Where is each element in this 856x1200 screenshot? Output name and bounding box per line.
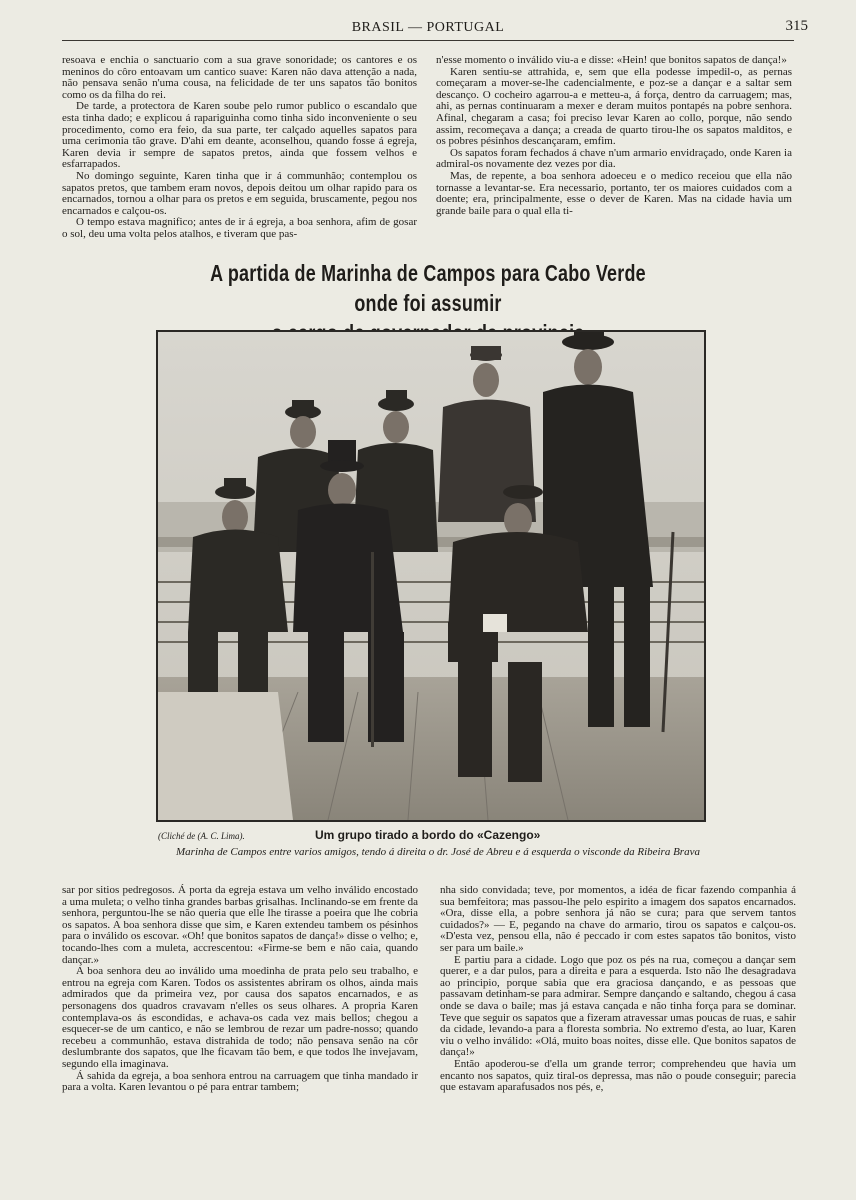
paragraph: Karen sentiu-se attrahida, e, sem que ella podesse impedil-o, as pernas começaram a mover-se-lhe cadencialmente, e poz-se a dançar e a saltar sem descanço. O cocheiro agarrou-a e metteu-a, á força, dentro da carruagem; mas, ahi, as pernas continuaram a mexer e deram muitos pontapés na pobre senhora. Afinal, chegaram a casa; foi preciso levar Karen ao collo, porque, não sendo assim, recomeçava a dança; a creada de quarto tirou-lhe os sapatos malditos, e os pobres pésinhos descançaram, emfim. xyxy=(436,65,792,148)
article-column-top-left xyxy=(62,54,417,240)
article-column-top-right xyxy=(436,55,792,233)
photo-credit: (Cliché de (A. C. Lima). xyxy=(158,831,245,841)
page-number: 315 xyxy=(785,18,808,34)
caption-subtitle: Marinha de Campos entre varios amigos, tendo á direita o dr. José de Abreu e á esquerda o visconde da Ribeira Brava xyxy=(176,846,700,858)
paragraph: sar por sitios pedregosos. Á porta da egreja estava um velho inválido encostado a uma muleta; o velho tinha grandes barbas grisalhas. Inclinando-se em frente da senhora, perguntou-lhe se não queria que elle lhe tirasse a poeira que lhe cobria os sapatos. A boa senhora disse que sim, e Karen extendeu tambem os pésinhos para o inválido os escovar. «Oh! que bonitos sapatos de dança!» disse o velho; e, tocando-lhes com a muleta, accrescentou: «Firme-se bem e não caia, quando dançar.» xyxy=(62,884,418,966)
paragraph: E partiu para a cidade. Logo que poz os pés na rua, começou a dançar sem querer, e a dar pulos, para a direita e para a esquerda. Isto não lhe desagradava ao principio, porque sabia que era graciosa dançando, e as pessoas que passavam detinham-se para admirar. Sempre dançando e saltando, chegou á casa onde se dava o baile; mas já estava cançada e não tinha força para se dominar. Teve que seguir os sapatos que a fizeram atravessar umas poucas de ruas, e sahir da cidade, levando-a para a floresta sombria. No extremo d'esta, ao luar, Karen viu o velho inválido: «Olá, muito boas noites, disse elle. Que bonitos sapatos de dança!» xyxy=(440,953,796,1059)
header-rule xyxy=(62,40,794,41)
paragraph: resoava e enchia o sanctuario com a sua grave sonoridade; os cantores e os meninos do côro entoavam um cantico suave: Karen não dava attenção a nada, não pensava senão n'uma cousa, na felicidade de ter uns sapatos tão bonitos como os da filha do rei. xyxy=(62,54,417,101)
paragraph: nha sido convidada; teve, por momentos, a idéa de ficar fazendo companhia á sua bemfeitora; mas passou-lhe pelo espirito a imagem dos sapatos encarnados. «Ora, disse ella, a pobre senhora já não se cura; para que servem tantos cuidados?» — E, pegando na chave do armario, tirou os sapatos e calçou-os. «D'esta vez, pensou ella, não é peccado ir com estes sapatos tão bonitos, visto ser para um baile.» xyxy=(440,884,796,954)
caption-title: Um grupo tirado a bordo do «Cazengo» xyxy=(315,828,541,842)
paragraph: Mas, de repente, a boa senhora adoeceu e o medico receiou que ella não tornasse a levantar-se. Era necessario, portanto, ter os maiores cuidados com a doente; era, principalmente, esse o dever de Karen. Mas na cidade havia um grande baile para o qual ella ti- xyxy=(436,169,792,217)
headline-line-1: A partida de Marinha de Campos para Cabo Verde onde foi assumir xyxy=(210,260,646,316)
paragraph: n'esse momento o inválido viu-a e disse: «Hein! que bonitos sapatos de dança!» xyxy=(436,54,787,66)
paragraph: Á sahida da egreja, a boa senhora entrou na carruagem que tinha mandado ir para a volta. Karen levantou o pé para entrar tambem; xyxy=(62,1069,418,1094)
paragraph: Os sapatos foram fechados á chave n'um armario envidraçado, onde Karen ia admiral-os novamente dez vezes por dia. xyxy=(436,146,792,171)
photograph-illustration xyxy=(158,332,704,820)
article-column-bottom-right xyxy=(440,885,796,1110)
paragraph: De tarde, a protectora de Karen soube pelo rumor publico o escandalo que esta tinha dado; e explicou á rapariguinha como tinha sido inconveniente o seu procedimento, como era feio, da sua parte, ter calçado aquelles sapatos para uma cerimonia tão grave. D'ahi em deante, aconselhou, quando fosse á egreja, Karen devia ir sempre de sapatos pretos, ainda que fossem velhos e esfarrapados. xyxy=(62,100,417,171)
paragraph: Então apoderou-se d'ella um grande terror; comprehendeu que havia um encanto nos sapatos, quiz tiral-os depressa, mas não o poude conseguir; parecia que estavam aparafusados nos pés, e, xyxy=(440,1057,796,1094)
running-head: BRASIL — PORTUGAL xyxy=(351,20,505,35)
paragraph: O tempo estava magnifico; antes de ir á egreja, a boa senhora, afim de gosar o sol, deu uma volta pelos atalhos, e tiveram que pas- xyxy=(62,216,417,240)
article-column-bottom-left xyxy=(62,885,418,1110)
paragraph: No domingo seguinte, Karen tinha que ir á communhão; contemplou os sapatos pretos, que tambem eram novos, depois deitou um olhar rapido para os encarnados, tornou a olhar para os pretos e em seguida, bruscamente, pegou nos encarnados e calçou-os. xyxy=(62,169,417,217)
group-photograph xyxy=(156,330,706,822)
paragraph: A boa senhora deu ao inválido uma moedinha de prata pelo seu trabalho, e entrou na egreja com Karen. Todos os assistentes abriram os olhos, ainda mais admirados que da primeira vez, por causa dos sapatos encarnados, e as personagens dos quadros cravavam n'elles os seus olhares. A propria Karen contemplava-os ás escondidas, e achava-os cada vez mais bellos; chegou a esquecer-se de um cantico, e não se lembrou de rezar um padre-nosso; quando recebeu a communhão, estava distrahida de todo; não pensava senão na côr deslumbrante dos sapatos, que lhe ficavam tão bem, e que todos lhe invejavam, segundo ella imaginava. xyxy=(62,965,418,1070)
